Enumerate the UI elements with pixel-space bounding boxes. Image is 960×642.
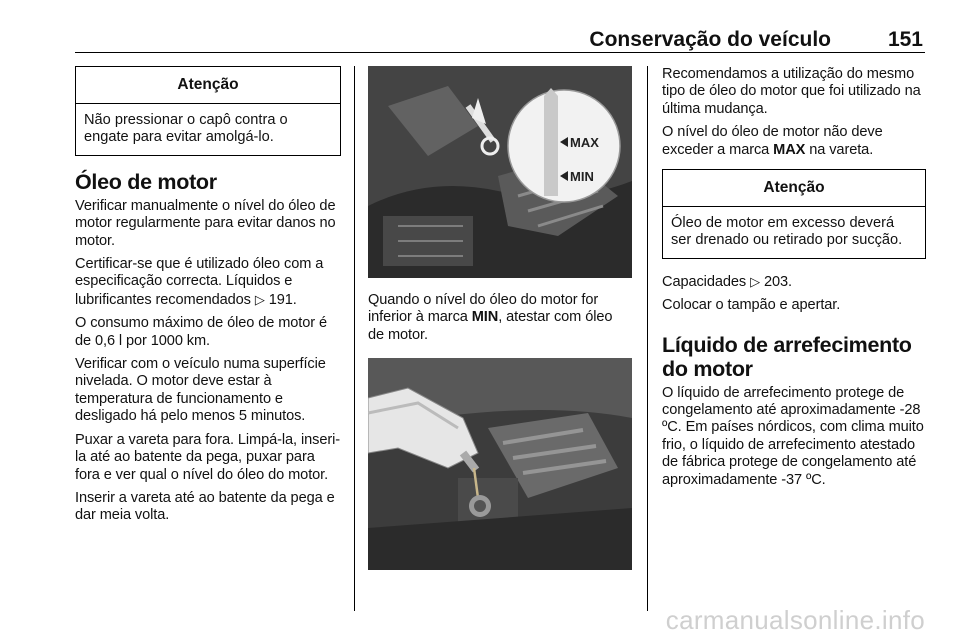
paragraph: O consumo máximo de óleo de motor é de 0,6 l por 1000 km. [75,315,328,349]
column-2 [368,66,632,570]
paragraph: Puxar a vareta para fora. Limpá-la, inseri-la até ao batente da pega, puxar para fora e ver qual o nível do óleo do motor. [75,431,340,483]
paragraph: Verificar manualmente o nível do óleo de motor regularmente para evitar danos no motor. [75,197,336,249]
paragraph: O nível do óleo de motor não deve exceder a marca MAX na vareta. [662,124,883,158]
section-heading-coolant: Líquido de arrefecimento do motor [662,332,912,381]
column-3 [662,66,926,495]
page-number: 151 [887,28,923,51]
attention-text: Óleo de motor em excesso deverá ser drenado ou retirado por sucção. [671,215,903,249]
max-marker-label: MAX [570,135,599,150]
column-1 [75,66,341,531]
xref-arrow-icon: ▷ [254,291,265,307]
paragraph: Certificar-se que é utilizado óleo com a especificação correcta. Líquidos e lubrificantes recomendados ▷ 191. [75,256,324,308]
attention-title: Atenção [76,67,340,104]
page-ref-link[interactable]: 191. [268,291,297,308]
paragraph: O líquido de arrefecimento protege de congelamento até aproximadamente -28 ºC. Em países nórdicos, com clima muito frio, o líquido de arrefecimento atestado de fábrica protege de congelamento até aproximadamente -37 ºC. [662,384,924,488]
page-ref-link[interactable]: 203. [763,273,792,290]
watermark: carmanualsonline.info [665,605,925,635]
page-title: Conservação do veículo [589,28,831,51]
page-header [75,26,925,53]
paragraph: Colocar o tampão e apertar. [662,297,841,314]
oil-filling-photo [368,358,632,570]
column-divider [354,66,355,611]
attention-title: Atenção [663,170,925,207]
attention-box-excess-oil [662,169,926,259]
dipstick-photo [368,66,632,278]
attention-text: Não pressionar o capô contra o engate para evitar amolgá-lo. [84,112,288,146]
column-divider [647,66,648,611]
paragraph: Recomendamos a utilização do mesmo tipo de óleo do motor que foi utilizado na última mudança. [662,66,921,117]
figure-caption: Quando o nível do óleo do motor for inferior à marca MIN, atestar com óleo de motor. [368,292,613,343]
min-marker-label: MIN [570,169,594,184]
section-heading-oleo: Óleo de motor [75,169,217,194]
attention-box [75,66,341,156]
xref-arrow-icon: ▷ [750,273,760,289]
paragraph: Inserir a vareta até ao batente da pega e dar meia volta. [75,489,335,524]
paragraph-capacidades: Capacidades ▷ 203. [662,273,792,290]
paragraph: Verificar com o veículo numa superfície nivelada. O motor deve estar à temperatura de funcionamento e desligado há pelo menos 5 minutos. [75,356,326,425]
